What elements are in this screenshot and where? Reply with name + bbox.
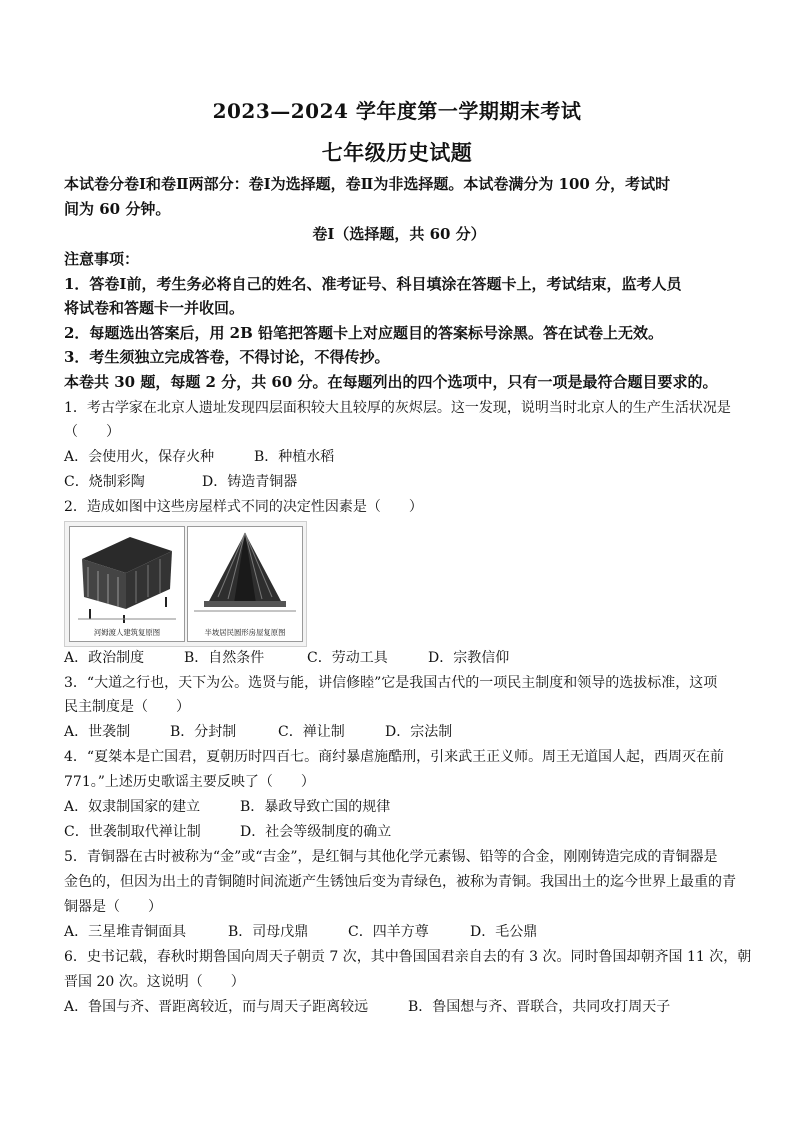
notes-heading: 注意事项： (64, 250, 140, 268)
q3-option-b: B．分封制 (170, 724, 237, 740)
note-1b: 将试卷和答题卡一并收回。 (64, 299, 245, 317)
q2-option-a: A．政治制度 (64, 650, 145, 666)
q3-option-a: A．世袭制 (64, 724, 131, 740)
q5-option-b: B．司母戊鼎 (228, 924, 309, 940)
q4-option-d: D．社会等级制度的确立 (240, 824, 392, 840)
q5-stem-3: 铜器是（ ） (64, 899, 162, 915)
q1-option-c: C．烧制彩陶 (64, 474, 145, 490)
q3-stem-2: 民主制度是（ ） (64, 699, 190, 715)
q1-option-d: D．铸造青铜器 (202, 474, 298, 490)
q4-stem-2: 771。”上述历史歌谣主要反映了（ ） (64, 774, 315, 790)
q5-option-c: C．四羊方尊 (348, 924, 429, 940)
q3-stem-1: 3．“大道之行也，天下为公。选贤与能，讲信修睦”它是我国古代的一项民主制度和领导的选拔标准，这项 (64, 675, 718, 691)
q1-option-a: A．会使用火，保存火种 (64, 449, 215, 465)
q5-option-a: A．三星堆青铜面具 (64, 924, 187, 940)
q6-option-b: B．鲁国想与齐、晋联合，共同攻打周天子 (408, 999, 671, 1015)
q3-options-row (64, 722, 734, 742)
exam-title: 2023—2024 学年度第一学期期末考试 (212, 99, 582, 123)
q1-stem-2: （ ） (64, 424, 120, 440)
q4-option-c: C．世袭制取代禅让制 (64, 824, 201, 840)
q1-options-row-2 (64, 472, 734, 492)
q6-stem-2: 晋国 20 次。这说明（ ） (64, 974, 245, 990)
banpo-house-image (187, 526, 303, 642)
q5-options-row (64, 922, 734, 942)
note-3: 3．考生须独立完成答卷，不得讨论，不得传抄。 (64, 348, 390, 366)
section-heading: 卷Ⅰ（选择题，共 60 分） (312, 225, 486, 243)
figure-caption-left: 河姆渡人建筑复原图 (93, 628, 161, 637)
round-house-illustration (188, 527, 302, 627)
stilt-house-illustration (70, 527, 184, 627)
q3-option-c: C．禅让制 (278, 724, 345, 740)
q1-option-b: B．种植水稻 (254, 449, 335, 465)
q5-option-d: D．毛公鼎 (470, 924, 538, 940)
q5-stem-1: 5．青铜器在古时被称为“金”或“吉金”，是红铜与其他化学元素锡、铅等的合金，刚刚铸造完成的青铜器是 (64, 849, 718, 865)
intro-line-2: 间为 60 分钟。 (64, 200, 171, 218)
instruction-line: 本卷共 30 题，每题 2 分，共 60 分。在每题列出的四个选项中，只有一项是最符合题目要求的。 (64, 373, 718, 391)
q5-stem-2: 金色的，但因为出土的青铜随时间流逝产生锈蚀后变为青绿色，被称为青铜。我国出土的迄今世界上最重的青 (64, 874, 736, 890)
exam-subtitle: 七年级历史试题 (321, 140, 473, 165)
q4-option-a: A．奴隶制国家的建立 (64, 799, 201, 815)
note-2: 2．每题选出答案后，用 2B 铅笔把答题卡上对应题目的答案标号涂黑。答在试卷上无效。 (64, 324, 664, 342)
q6-stem-1: 6．史书记载，春秋时期鲁国向周天子朝贡 7 次，其中鲁国国君亲自去的有 3 次。同时鲁国却朝齐国 11 次，朝 (64, 949, 752, 965)
q2-options-row (64, 648, 734, 668)
q3-option-d: D．宗法制 (385, 724, 453, 740)
q1-options-row-1 (64, 447, 734, 467)
q2-stem: 2．造成如图中这些房屋样式不同的决定性因素是（ ） (64, 499, 423, 515)
q2-option-c: C．劳动工具 (307, 650, 388, 666)
q4-stem-1: 4．“夏桀本是亡国君，夏朝历时四百七。商纣暴虐施酷刑，引来武王正义师。周王无道国人起，西周灭在前 (64, 749, 725, 765)
intro-line-1: 本试卷分卷Ⅰ和卷Ⅱ两部分：卷Ⅰ为选择题，卷Ⅱ为非选择题。本试卷满分为 100 分，考试时 (64, 175, 671, 193)
q2-option-d: D．宗教信仰 (428, 650, 510, 666)
hemudu-house-image (69, 526, 185, 642)
q4-options-row-2 (64, 822, 734, 842)
figure-caption-right: 半坡居民圆形房屋复原图 (204, 628, 286, 637)
note-1a: 1．答卷Ⅰ前，考生务必将自己的姓名、准考证号、科目填涂在答题卡上，考试结束，监考人员 (64, 275, 682, 293)
q6-option-a: A．鲁国与齐、晋距离较近，而与周天子距离较远 (64, 999, 369, 1015)
house-reconstruction-figure (64, 521, 307, 647)
q2-option-b: B．自然条件 (184, 650, 265, 666)
q1-stem-1: 1．考古学家在北京人遗址发现四层面积较大且较厚的灰烬层。这一发现，说明当时北京人的生产生活状况是 (64, 400, 731, 416)
q4-options-row-1 (64, 797, 734, 817)
q4-option-b: B．暴政导致亡国的规律 (240, 799, 391, 815)
q6-options-row-1 (64, 997, 734, 1017)
